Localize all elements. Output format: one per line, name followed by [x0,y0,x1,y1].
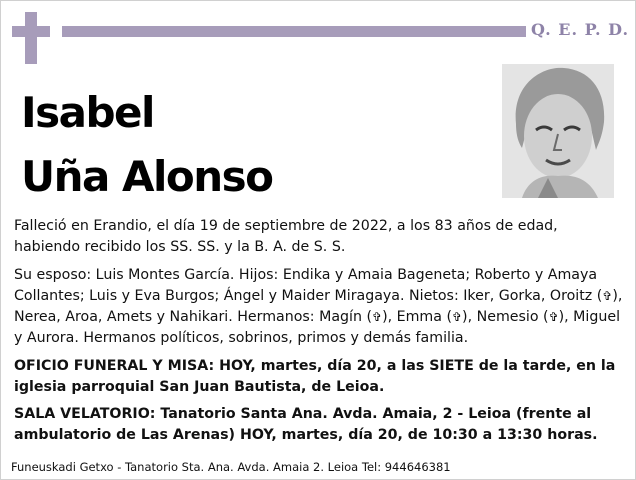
family-text: ), Nemesio ( [462,309,549,325]
person-first-name: Isabel [21,88,154,137]
death-notice-paragraph: Falleció en Erandio, el día 19 de septiembre de 2022, a los 83 años de edad, habiendo recibido los SS. SS. y la B. A. de S. S. [14,218,558,255]
deceased-cross-icon: ✞ [451,310,463,324]
deceased-cross-icon: ✞ [548,310,559,324]
header-rule [62,26,526,37]
family-text: ), Emma ( [382,309,452,325]
funeral-paragraph: OFICIO FUNERAL Y MISA: HOY, martes, día 20, a las SIETE de la tarde, en la iglesia parroquial San Juan Bautista, de Leioa. [14,358,616,395]
deceased-photo [502,64,614,198]
family-paragraph [14,265,624,349]
qepd-label: Q. E. P. D. [531,20,630,39]
wake-paragraph: SALA VELATORIO: Tanatorio Santa Ana. Avda. Amaia, 2 - Leioa (frente al ambulatorio de Las Arenas) HOY, martes, día 20, de 10:30 a 13:30 horas. [14,406,598,443]
family-text: ), Miguel y Aurora. Hermanos políticos, sobrinos, primos y demás familia. [14,309,621,346]
funeral-home-footer: Funeuskadi Getxo - Tanatorio Sta. Ana. Avda. Amaia 2. Leioa Tel: 944646381 [11,460,451,474]
family-text: Su esposo: Luis Montes García. Hijos: Endika y Amaia Bageneta; Roberto y Amaya Collantes; Luis y Eva Burgos; Ángel y Maider Miragaya. Nietos: Iker, Gorka, Oroitz ( [14,267,603,304]
portrait-image [502,64,614,198]
deceased-cross-icon: ✞ [602,289,613,303]
family-text: ), Nerea, Aroa, Amets y Nahikari. Hermanos: Magín ( [14,288,623,325]
cross-icon-bar [12,26,50,37]
deceased-cross-icon: ✞ [372,310,383,324]
person-surnames: Uña Alonso [21,152,273,201]
cross-icon [25,12,37,64]
